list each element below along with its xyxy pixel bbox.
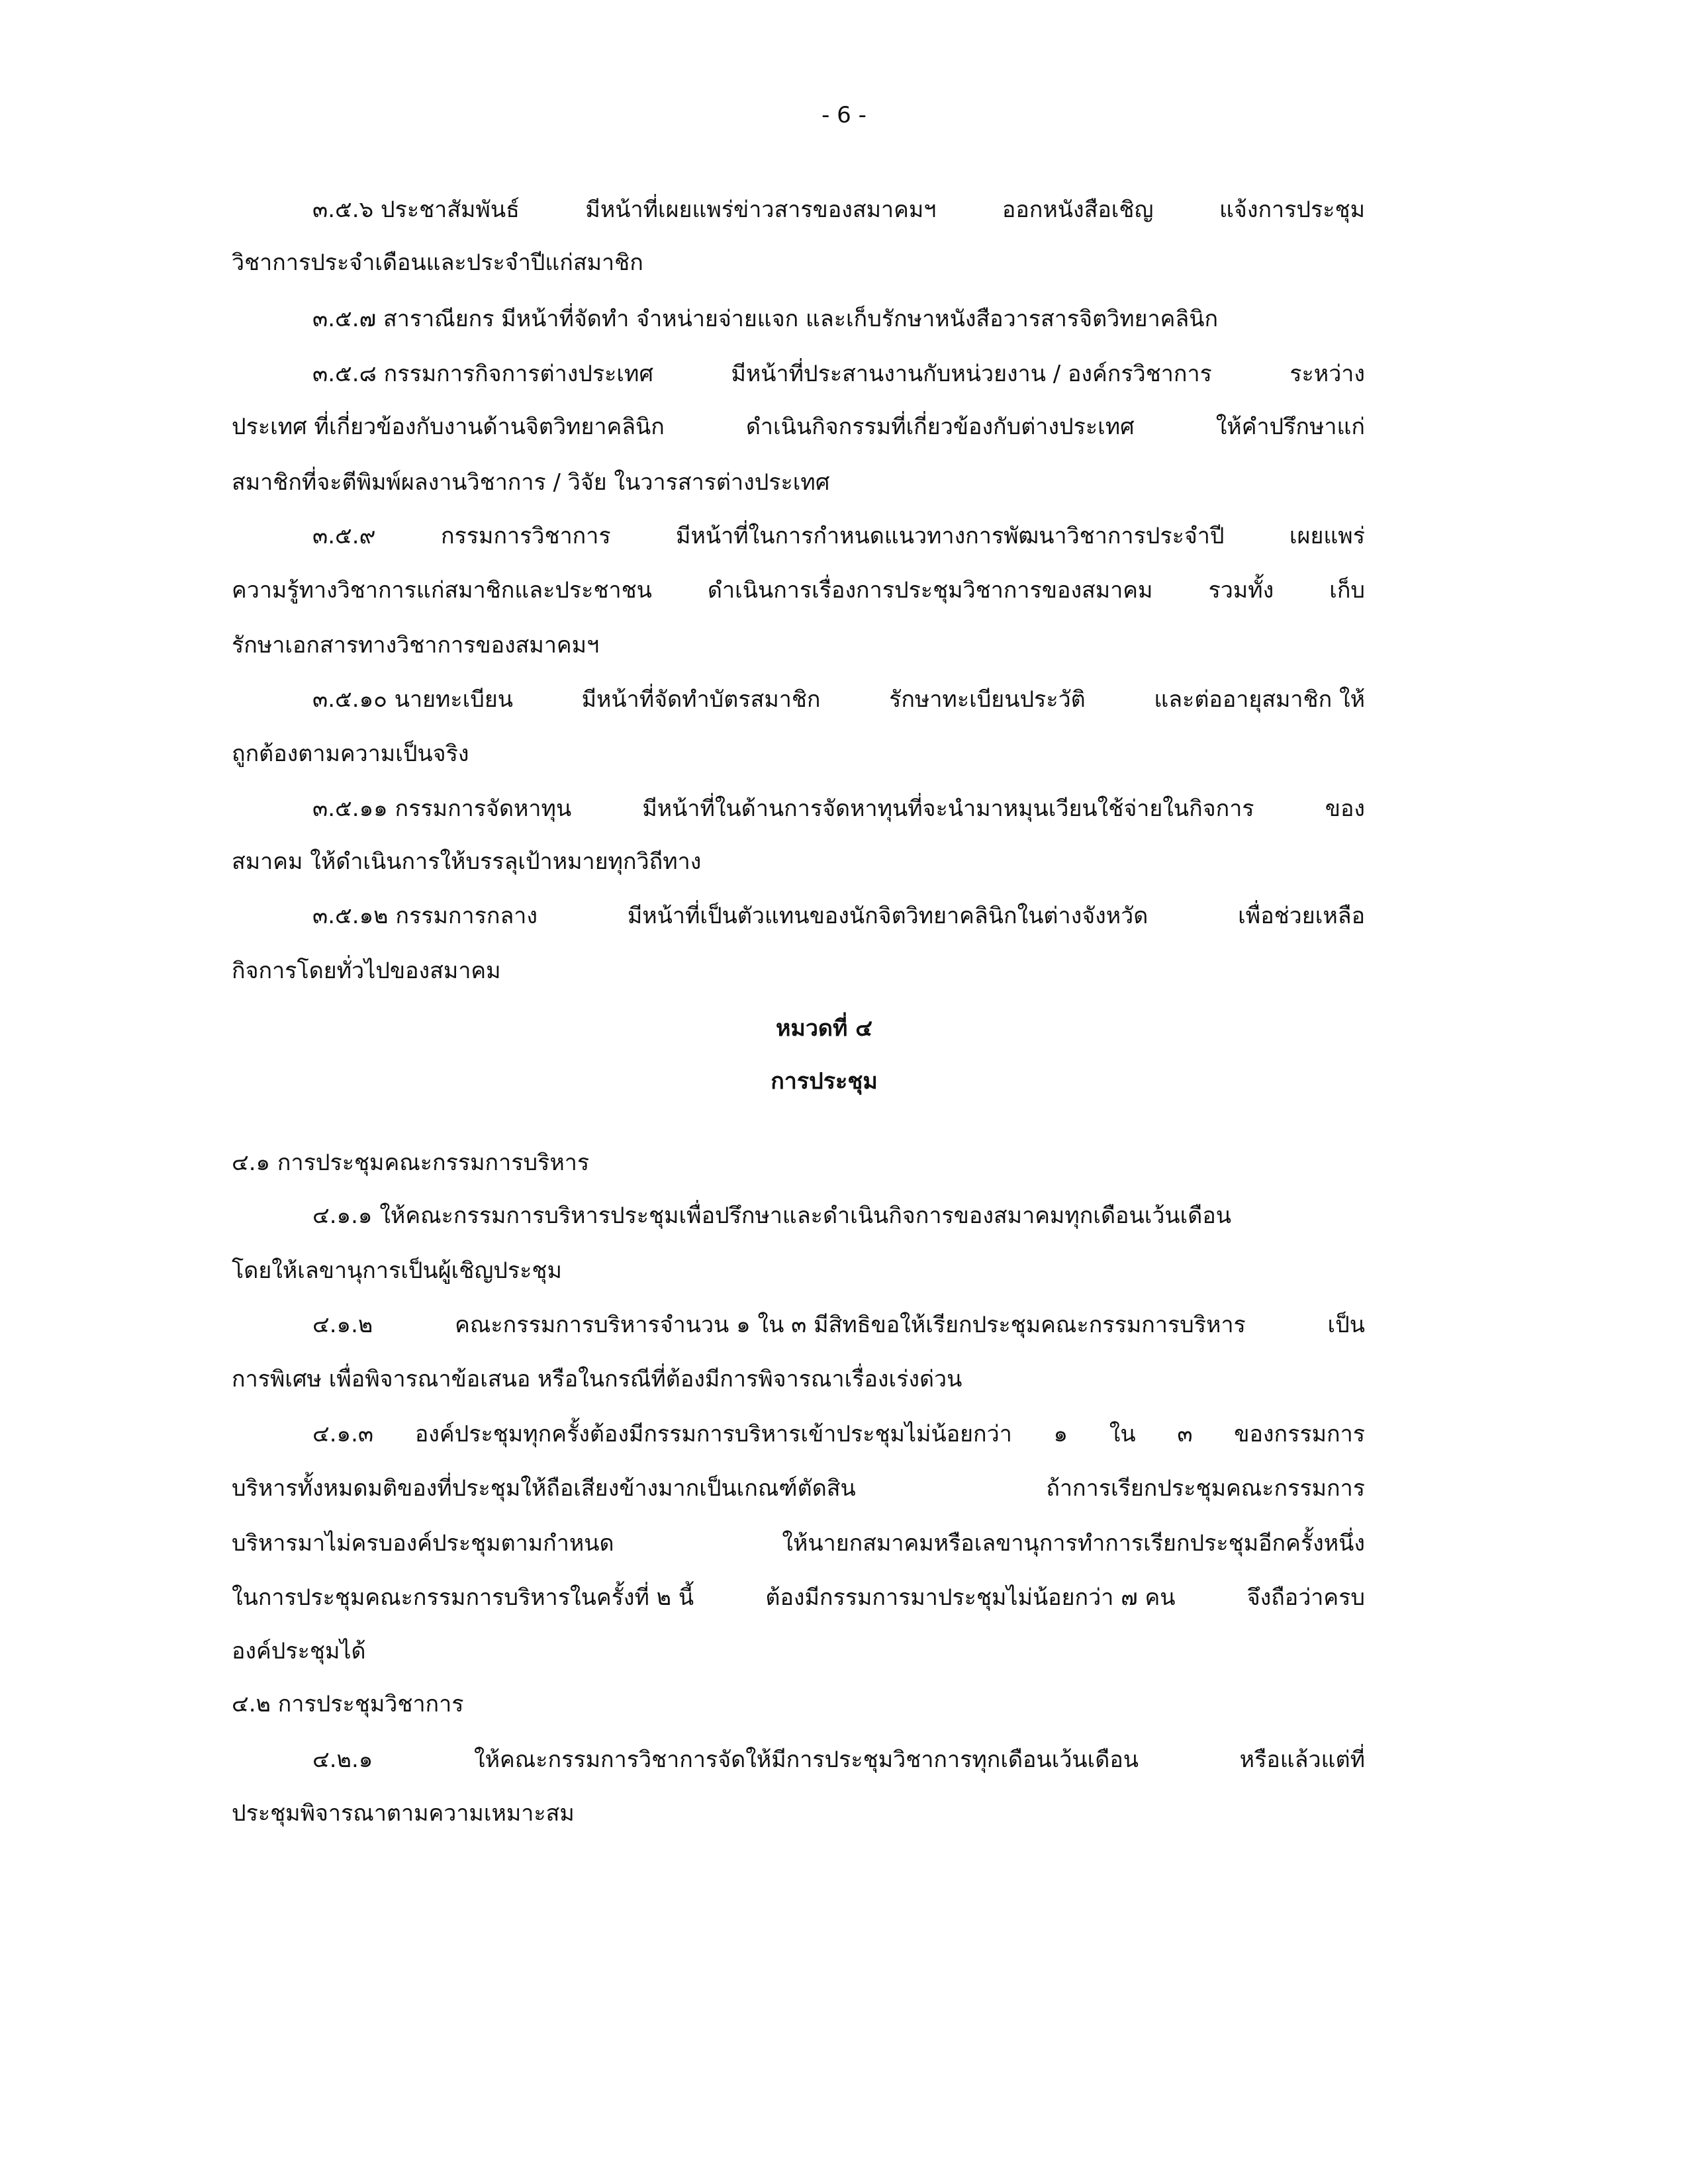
paragraph-4-1-3-line-2	[232, 1477, 1365, 1500]
text-segment: ๓.๕.๑๑ กรรมการจัดหาทุน	[312, 796, 572, 822]
text-segment: ระหว่าง	[1289, 361, 1365, 387]
text-segment: ๓	[1177, 1421, 1193, 1447]
text-segment: จึงถือว่าครบ	[1246, 1584, 1365, 1611]
text-segment: มีหน้าที่เผยแพร่ข่าวสารของสมาคมฯ	[585, 197, 937, 223]
text-segment: ๓.๕.๙	[312, 523, 376, 549]
paragraph-4-2-1-line-2: ประชุมพิจารณาตามความเหมาะสม	[232, 1800, 575, 1827]
paragraph-3-5-8-line-3: สมาชิกที่จะตีพิมพ์ผลงานวิชาการ / วิจัย ในวารสารต่างประเทศ	[232, 469, 830, 496]
paragraph-4-1-3-line-3	[232, 1532, 1365, 1555]
paragraph-3-5-8-line-1	[312, 363, 1365, 385]
chapter-number: หมวดที่ ๔	[776, 1015, 872, 1042]
text-segment: มีหน้าที่ประสานงานกับหน่วยงาน / องค์กรวิชาการ	[731, 361, 1212, 387]
section-4-2-heading: ๔.๒ การประชุมวิชาการ	[232, 1691, 464, 1717]
section-4-1-heading: ๔.๑ การประชุมคณะกรรมการบริหาร	[232, 1150, 590, 1176]
text-segment: ๓.๕.๘ กรรมการกิจการต่างประเทศ	[312, 361, 654, 387]
text-segment: มีหน้าที่จัดทำบัตรสมาชิก	[581, 686, 821, 713]
paragraph-3-5-6-line-1	[312, 199, 1365, 221]
paragraph-3-5-10-line-1	[312, 688, 1365, 711]
paragraph-4-1-3-line-4	[232, 1586, 1365, 1609]
text-segment: เพื่อช่วยเหลือ	[1238, 903, 1365, 929]
paragraph-4-1-2-line-2: การพิเศษ เพื่อพิจารณาข้อเสนอ หรือในกรณีที่ต้องมีการพิจารณาเรื่องเร่งด่วน	[232, 1366, 962, 1392]
text-segment: ของ	[1325, 796, 1365, 822]
text-segment: ให้นายกสมาคมหรือเลขานุการทำการเรียกประชุมอีกครั้งหนึ่ง	[782, 1530, 1365, 1557]
text-segment: ใน	[1109, 1421, 1136, 1447]
text-segment: บริหารมาไม่ครบองค์ประชุมตามกำหนด	[232, 1530, 614, 1557]
text-segment: ๓.๕.๑๒ กรรมการกลาง	[312, 903, 538, 929]
paragraph-3-5-7-line-1: ๓.๕.๗ สาราณียกร มีหน้าที่จัดทำ จำหน่ายจ่ายแจก และเก็บรักษาหนังสือวารสารจิตวิทยาคลินิก	[312, 306, 1219, 332]
text-segment: ถ้าการเรียกประชุมคณะกรรมการ	[1046, 1475, 1365, 1502]
text-segment: ต้องมีกรรมการมาประชุมไม่น้อยกว่า ๗ คน	[765, 1584, 1176, 1611]
paragraph-3-5-11-line-2: สมาคม ให้ดำเนินการให้บรรลุเป้าหมายทุกวิถีทาง	[232, 848, 702, 875]
paragraph-3-5-12-line-1	[312, 905, 1365, 927]
paragraph-3-5-11-line-1	[312, 797, 1365, 820]
text-segment: และต่ออายุสมาชิก ให้	[1154, 686, 1365, 713]
paragraph-4-1-2-line-1	[312, 1314, 1365, 1336]
paragraph-4-1-1-line-1: ๔.๑.๑ ให้คณะกรรมการบริหารประชุมเพื่อปรึกษาและดำเนินกิจการของสมาคมทุกเดือนเว้นเดือน	[312, 1203, 1232, 1229]
paragraph-3-5-6-line-2: วิชาการประจำเดือนและประจำปีแก่สมาชิก	[232, 250, 643, 276]
text-segment: องค์ประชุมทุกครั้งต้องมีกรรมการบริหารเข้าประชุมไม่น้อยกว่า	[414, 1421, 1012, 1447]
text-segment: ของกรรมการ	[1234, 1421, 1365, 1447]
text-segment: กรรมการวิชาการ	[440, 523, 611, 549]
text-segment: มีหน้าที่เป็นตัวแทนของนักจิตวิทยาคลินิกในต่างจังหวัด	[627, 903, 1149, 929]
paragraph-4-1-3-line-5: องค์ประชุมได้	[232, 1638, 366, 1664]
text-segment: ดำเนินกิจกรรมที่เกี่ยวข้องกับต่างประเทศ	[745, 414, 1135, 440]
text-segment: ๓.๕.๖ ประชาสัมพันธ์	[312, 197, 520, 223]
page-number: - 6 -	[821, 102, 867, 128]
text-segment: ให้คณะกรรมการวิชาการจัดให้มีการประชุมวิชาการทุกเดือนเว้นเดือน	[473, 1747, 1139, 1773]
text-segment: ให้คำปรึกษาแก่	[1215, 414, 1365, 440]
chapter-title: การประชุม	[771, 1068, 878, 1095]
text-segment: หรือแล้วแต่ที่	[1239, 1747, 1365, 1773]
text-segment: ๑	[1053, 1421, 1068, 1447]
paragraph-4-2-1-line-1	[312, 1749, 1365, 1771]
text-segment: เผยแพร่	[1289, 523, 1365, 549]
text-segment: คณะกรรมการบริหารจำนวน ๑ ใน ๓ มีสิทธิขอให้เรียกประชุมคณะกรรมการบริหาร	[455, 1312, 1246, 1338]
text-segment: ๔.๑.๓	[312, 1421, 374, 1447]
text-segment: เป็น	[1327, 1312, 1365, 1338]
paragraph-3-5-12-line-2: กิจการโดยทั่วไปของสมาคม	[232, 958, 501, 984]
text-segment: ในการประชุมคณะกรรมการบริหารในครั้งที่ ๒ นี้	[232, 1584, 694, 1611]
paragraph-3-5-9-line-2	[232, 579, 1365, 602]
text-segment: ดำเนินการเรื่องการประชุมวิชาการของสมาคม	[707, 577, 1153, 604]
text-segment: มีหน้าที่ในด้านการจัดหาทุนที่จะนำมาหมุนเวียนใช้จ่ายในกิจการ	[642, 796, 1254, 822]
text-segment: ประเทศ ที่เกี่ยวข้องกับงานด้านจิตวิทยาคลินิก	[232, 414, 665, 440]
text-segment: ความรู้ทางวิชาการแก่สมาชิกและประชาชน	[232, 577, 652, 604]
text-segment: รักษาทะเบียนประวัติ	[889, 686, 1086, 713]
text-segment: ออกหนังสือเชิญ	[1002, 197, 1154, 223]
paragraph-3-5-8-line-2	[232, 416, 1365, 438]
text-segment: แจ้งการประชุม	[1219, 197, 1365, 223]
text-segment: รวมทั้ง	[1208, 577, 1274, 604]
text-segment: มีหน้าที่ในการกำหนดแนวทางการพัฒนาวิชาการประจำปี	[676, 523, 1225, 549]
text-segment: ๔.๒.๑	[312, 1747, 373, 1773]
paragraph-3-5-9-line-1	[312, 525, 1365, 547]
paragraph-4-1-1-line-2: โดยให้เลขานุการเป็นผู้เชิญประชุม	[232, 1257, 562, 1284]
text-segment: เก็บ	[1329, 577, 1365, 604]
paragraph-3-5-10-line-2: ถูกต้องตามความเป็นจริง	[232, 741, 469, 767]
paragraph-4-1-3-line-1	[312, 1423, 1365, 1445]
text-segment: บริหารทั้งหมดมติของที่ประชุมให้ถือเสียงข้างมากเป็นเกณฑ์ตัดสิน	[232, 1475, 856, 1502]
paragraph-3-5-9-line-3: รักษาเอกสารทางวิชาการของสมาคมฯ	[232, 632, 600, 659]
text-segment: ๔.๑.๒	[312, 1312, 373, 1338]
text-segment: ๓.๕.๑๐ นายทะเบียน	[312, 686, 514, 713]
